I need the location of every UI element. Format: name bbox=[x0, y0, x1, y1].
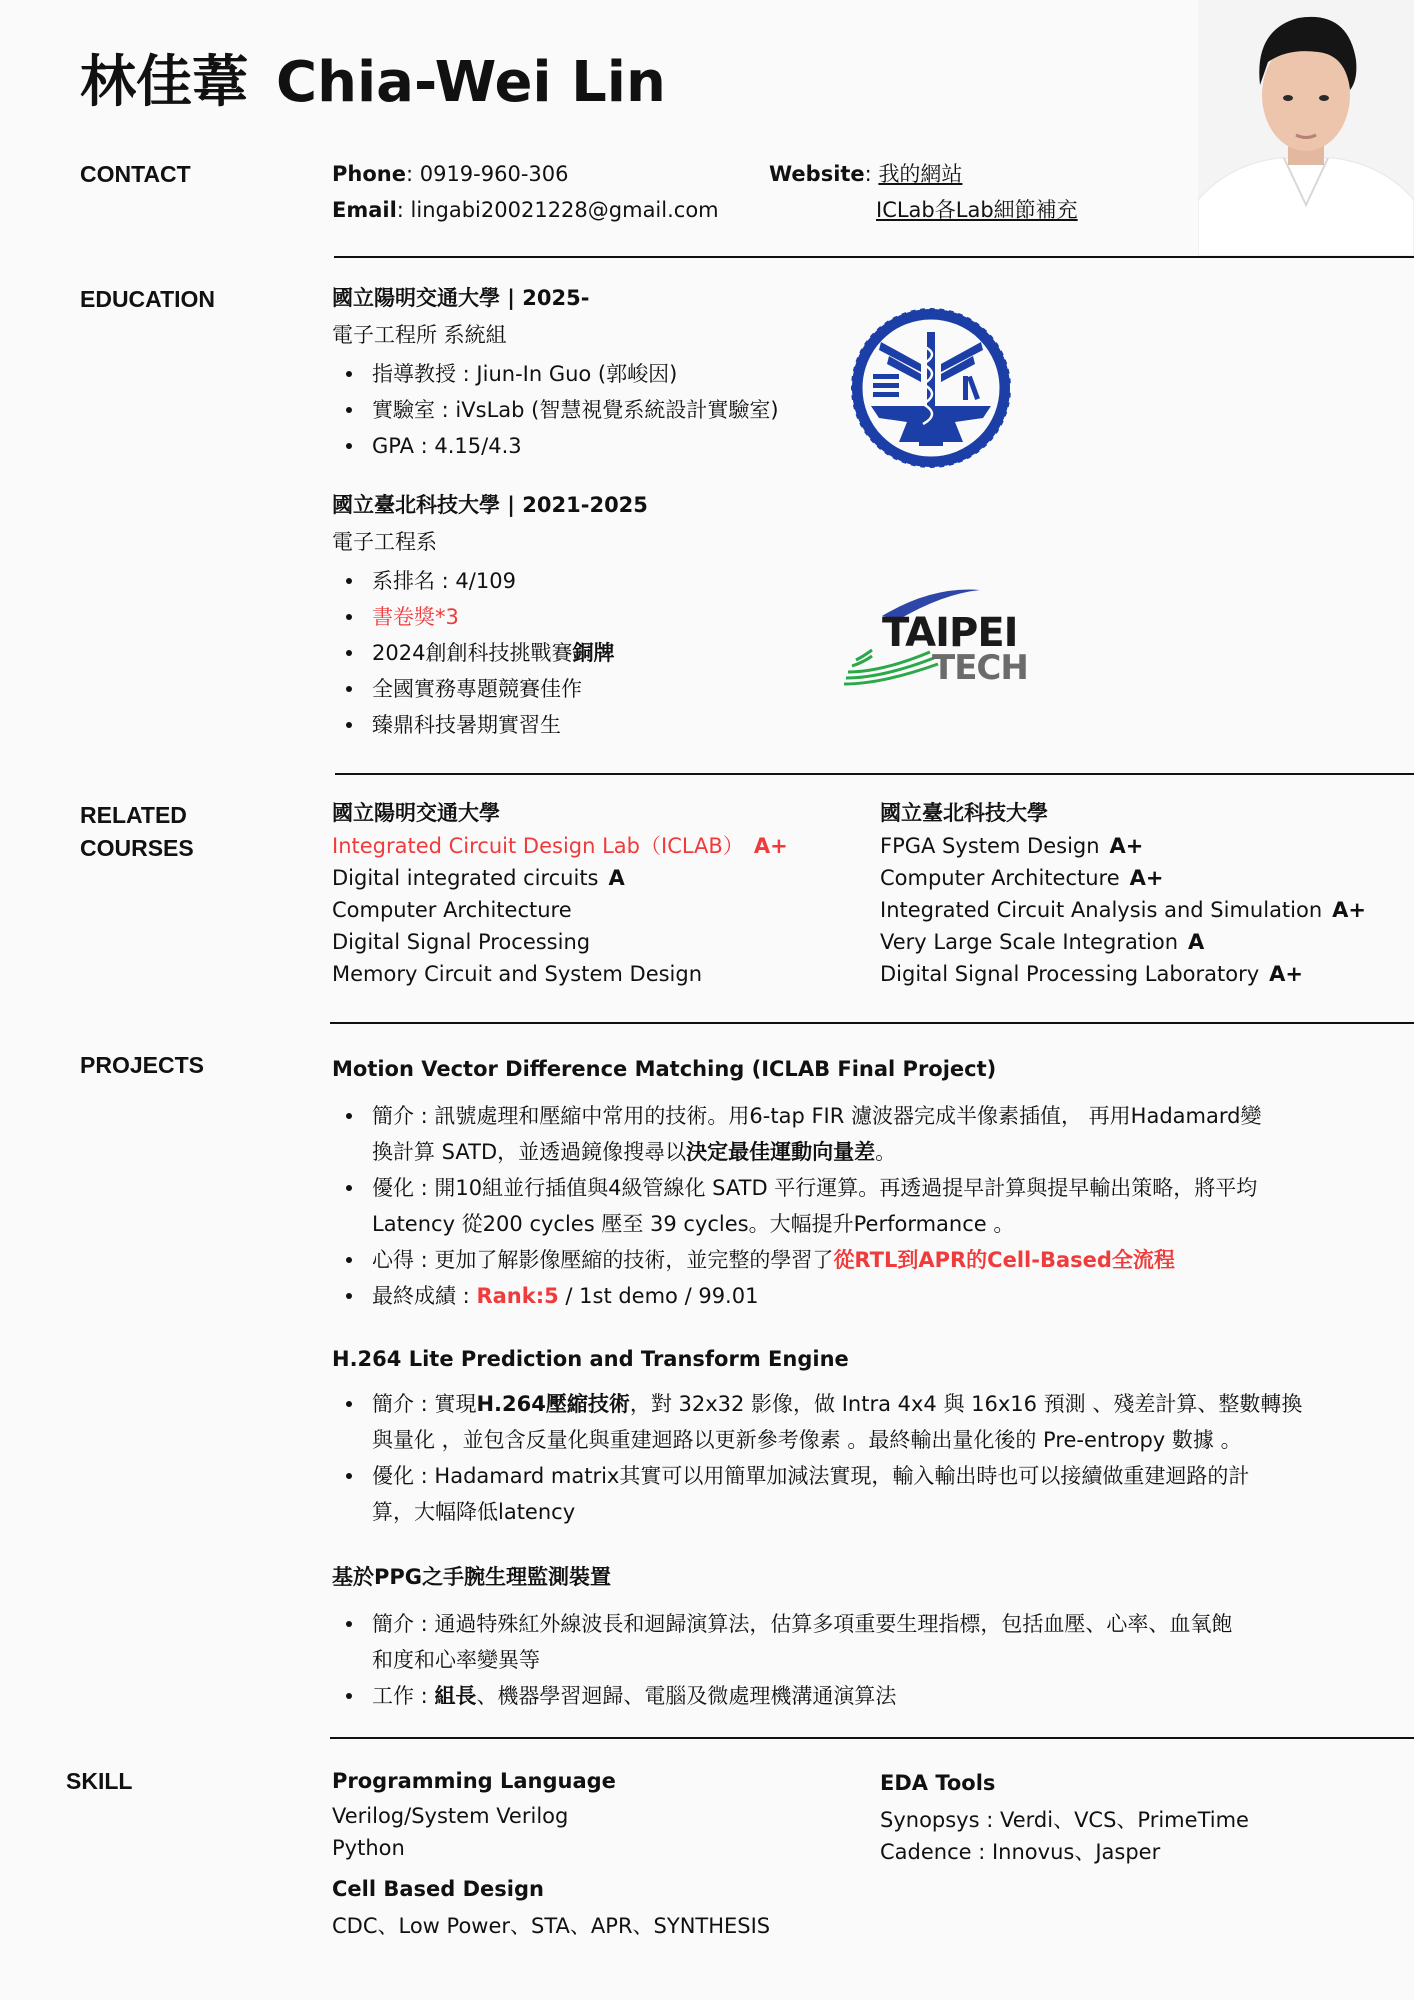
project-title: 基於PPG之手腕生理監測裝置 bbox=[332, 1565, 612, 1589]
website-line bbox=[769, 157, 962, 191]
project-bullets bbox=[332, 1606, 1392, 1714]
text-bold: H.264壓縮技術 bbox=[476, 1392, 630, 1416]
rank-highlight: Rank:5 bbox=[476, 1284, 559, 1308]
logo-tech-text: TECH bbox=[932, 648, 1028, 688]
divider bbox=[330, 1737, 1414, 1739]
courses-school: 國立陽明交通大學 bbox=[332, 801, 500, 825]
iclab-line bbox=[876, 193, 1078, 227]
label-line: COURSES bbox=[80, 835, 194, 861]
text-bold: 組長 bbox=[434, 1684, 477, 1708]
website-sep: : bbox=[864, 162, 879, 186]
course-grade: A bbox=[1188, 930, 1205, 954]
course-grade: A+ bbox=[753, 834, 788, 858]
list-item: 指導教授 : Jiun-In Guo (郭峻因) bbox=[332, 356, 779, 392]
email-label: Email bbox=[332, 198, 397, 222]
website-link[interactable]: 我的網站 bbox=[878, 162, 963, 186]
name-en: Chia-Wei Lin bbox=[276, 50, 666, 115]
skill-title: EDA Tools bbox=[880, 1771, 996, 1795]
project-ppg bbox=[332, 1560, 1392, 1714]
course-name: Integrated Circuit Analysis and Simulation bbox=[880, 898, 1323, 922]
courses-nycu bbox=[332, 796, 788, 990]
section-label-skill: SKILL bbox=[66, 1768, 133, 1794]
text: 優化 : 開10組並行插值與4級管線化 SATD 平行運算。再透過提早計算與提早輸出策略，將平均 bbox=[372, 1176, 1258, 1200]
project-title: H.264 Lite Prediction and Transform Engine bbox=[332, 1347, 849, 1371]
list-item-award: 書卷獎*3 bbox=[332, 599, 648, 635]
text: / 1st demo / 99.01 bbox=[558, 1284, 759, 1308]
text: 和度和心率變異等 bbox=[372, 1648, 540, 1672]
course-item bbox=[880, 958, 1366, 990]
school-dept: 電子工程系 bbox=[332, 530, 437, 554]
resume-name bbox=[80, 38, 666, 118]
section-label-education: EDUCATION bbox=[80, 286, 216, 312]
list-item: 全國實務專題競賽佳作 bbox=[332, 671, 648, 707]
course-item bbox=[332, 862, 788, 894]
text: 心得 : 更加了解影像壓縮的技術，並完整的學習了 bbox=[372, 1248, 834, 1272]
list-item bbox=[332, 1386, 1392, 1458]
project-mvdm bbox=[332, 1052, 1392, 1314]
text-bold: 決定最佳運動向量差 bbox=[686, 1140, 876, 1164]
course-name: Digital Signal Processing bbox=[332, 930, 591, 954]
school-details bbox=[332, 356, 779, 464]
iclab-details-link[interactable]: ICLab各Lab細節補充 bbox=[876, 198, 1078, 222]
course-grade: A+ bbox=[1269, 962, 1304, 986]
text: Latency 從200 cycles 壓至 39 cycles。大幅提升Performance 。 bbox=[372, 1212, 1015, 1236]
phone-value: : 0919-960-306 bbox=[405, 162, 569, 186]
text: 最終成績 : bbox=[372, 1284, 477, 1308]
list-item bbox=[332, 635, 648, 671]
skill-item: CDC、Low Power、STA、APR、SYNTHESIS bbox=[332, 1914, 771, 1938]
course-item bbox=[880, 862, 1366, 894]
section-label-contact: CONTACT bbox=[80, 161, 191, 187]
nycu-logo bbox=[845, 302, 1017, 474]
phone-label: Phone bbox=[332, 162, 406, 186]
skill-item: Python bbox=[332, 1836, 405, 1860]
text: 簡介 : 通過特殊紅外線波長和迴歸演算法，估算多項重要生理指標，包括血壓、心率、血氧飽 bbox=[372, 1612, 1233, 1636]
course-item bbox=[880, 926, 1366, 958]
project-bullets bbox=[332, 1386, 1392, 1530]
section-label-projects: PROJECTS bbox=[80, 1052, 204, 1078]
course-item bbox=[332, 894, 788, 926]
text: 簡介 : 訊號處理和壓縮中常用的技術。用6-tap FIR 濾波器完成半像素插值， 再用Hadamard變 bbox=[372, 1104, 1262, 1128]
list-item bbox=[332, 1278, 1392, 1314]
text: 換計算 SATD，並透過鏡像搜尋以 bbox=[372, 1140, 687, 1164]
label-line: RELATED bbox=[80, 802, 187, 828]
courses-school: 國立臺北科技大學 bbox=[880, 801, 1048, 825]
list-item bbox=[332, 1170, 1392, 1242]
text-highlight: 從RTL到APR的Cell-Based全流程 bbox=[833, 1248, 1175, 1272]
website-label: Website bbox=[769, 162, 865, 186]
school-title: 國立臺北科技大學 | 2021-2025 bbox=[332, 493, 648, 517]
project-title: Motion Vector Difference Matching (ICLAB Final Project) bbox=[332, 1057, 997, 1081]
course-item bbox=[880, 894, 1366, 926]
divider bbox=[330, 1022, 1414, 1024]
school-dept: 電子工程所 系統組 bbox=[332, 323, 507, 347]
email-value: : lingabi20021228@gmail.com bbox=[396, 198, 719, 222]
text: 簡介 : 實現 bbox=[372, 1392, 477, 1416]
list-item bbox=[332, 1242, 1392, 1278]
name-zh: 林佳葦 bbox=[80, 50, 248, 115]
course-grade: A+ bbox=[1109, 834, 1144, 858]
school-details bbox=[332, 563, 648, 743]
project-bullets bbox=[332, 1098, 1392, 1314]
skill-item: Verilog/System Verilog bbox=[332, 1804, 569, 1828]
course-grade: A+ bbox=[1332, 898, 1367, 922]
portrait-icon bbox=[1198, 0, 1414, 256]
list-item bbox=[332, 1098, 1392, 1170]
course-name: FPGA System Design bbox=[880, 834, 1100, 858]
skill-title: Cell Based Design bbox=[332, 1877, 544, 1901]
list-item: 實驗室 : iVsLab (智慧視覺系統設計實驗室) bbox=[332, 392, 779, 428]
school-title: 國立陽明交通大學 | 2025- bbox=[332, 286, 590, 310]
text: 工作 : bbox=[372, 1684, 435, 1708]
list-item bbox=[332, 1606, 1392, 1678]
course-item bbox=[880, 830, 1366, 862]
nycu-gear-logo-icon bbox=[845, 302, 1017, 474]
list-item: 系排名 : 4/109 bbox=[332, 563, 648, 599]
school-nycu bbox=[332, 281, 779, 464]
course-grade: A+ bbox=[1129, 866, 1164, 890]
divider bbox=[335, 773, 1414, 775]
course-item bbox=[332, 830, 788, 862]
list-item bbox=[332, 1458, 1392, 1530]
phone-line bbox=[332, 157, 568, 191]
taipeitech-logo bbox=[842, 586, 1028, 696]
skill-programming bbox=[332, 1764, 770, 1942]
skill-title: Programming Language bbox=[332, 1769, 616, 1793]
list-item bbox=[332, 1678, 1392, 1714]
project-h264 bbox=[332, 1342, 1392, 1530]
text: 算，大幅降低latency bbox=[372, 1500, 576, 1524]
competition-text: 2024創創科技挑戰賽 bbox=[372, 641, 573, 665]
logo-taipei-text: TAIPEI bbox=[882, 610, 1018, 656]
course-name: Computer Architecture bbox=[332, 898, 572, 922]
text: 、機器學習迴歸、電腦及微處理機溝通演算法 bbox=[476, 1684, 897, 1708]
course-name: Memory Circuit and System Design bbox=[332, 962, 703, 986]
profile-photo bbox=[1198, 0, 1414, 256]
courses-taipeitech bbox=[880, 796, 1366, 990]
course-name: Integrated Circuit Design Lab（ICLAB） bbox=[332, 834, 744, 858]
text: 優化 : Hadamard matrix其實可以用簡單加減法實現，輸入輸出時也可以接續做重建迴路的計 bbox=[372, 1464, 1250, 1488]
skill-eda bbox=[880, 1766, 1249, 1868]
course-item bbox=[332, 958, 788, 990]
course-grade: A bbox=[608, 866, 625, 890]
course-name: Digital Signal Processing Laboratory bbox=[880, 962, 1260, 986]
text: ，對 32x32 影像，做 Intra 4x4 與 16x16 預測 、殘差計算、整數轉換 bbox=[629, 1392, 1303, 1416]
course-name: Digital integrated circuits bbox=[332, 866, 599, 890]
school-taipeitech bbox=[332, 488, 648, 743]
skill-item: Cadence : Innovus、Jasper bbox=[880, 1840, 1161, 1864]
section-label-courses bbox=[80, 799, 194, 865]
course-name: Computer Architecture bbox=[880, 866, 1120, 890]
text: 與量化 ，並包含反量化與重建迴路以更新參考像素 。最終輸出量化後的 Pre-entropy 數據 。 bbox=[372, 1428, 1242, 1452]
course-item bbox=[332, 926, 788, 958]
skill-item: Synopsys : Verdi、VCS、PrimeTime bbox=[880, 1808, 1249, 1832]
divider bbox=[334, 256, 1414, 258]
list-item: 臻鼎科技暑期實習生 bbox=[332, 707, 648, 743]
course-name: Very Large Scale Integration bbox=[880, 930, 1179, 954]
list-item: GPA : 4.15/4.3 bbox=[332, 428, 779, 464]
bronze-medal: 銅牌 bbox=[572, 641, 615, 665]
text: 。 bbox=[875, 1140, 897, 1164]
email-line bbox=[332, 193, 719, 227]
